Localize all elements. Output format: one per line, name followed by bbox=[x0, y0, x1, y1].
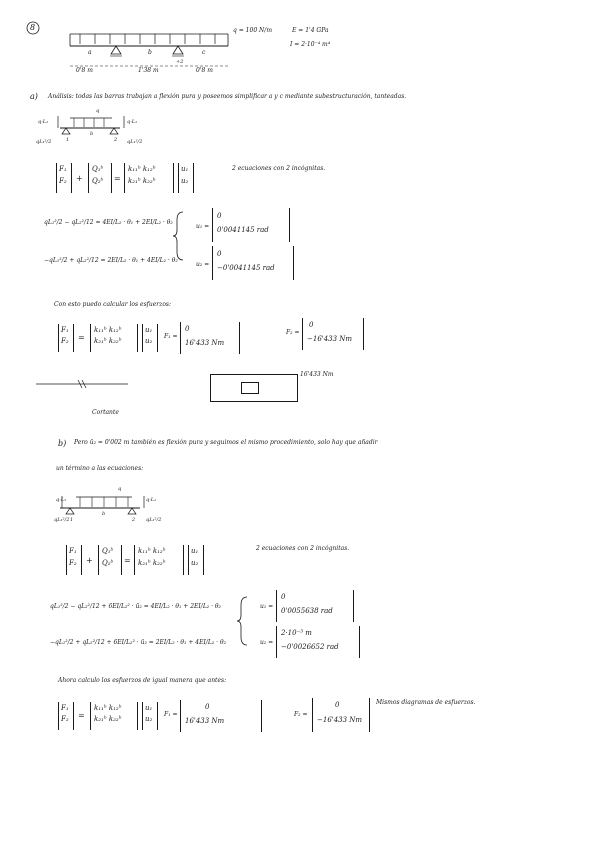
u1-a-2: 0'0041145 rad bbox=[217, 226, 269, 234]
u1-b-label: u₁ = bbox=[260, 603, 274, 610]
same-diagram-note: Mismos diagramas de esfuerzos. bbox=[376, 699, 476, 706]
sys-b2-lhs-2: F₂ bbox=[61, 715, 69, 723]
F1-a-label: F₁ = bbox=[164, 333, 178, 340]
sketch-a-moment-left: qL₁²/2 bbox=[36, 139, 52, 145]
sys-b2-k bbox=[90, 702, 138, 730]
F1-a-2: 16'433 Nm bbox=[185, 339, 225, 347]
sketch-b-moment-left: qL₁²/2 bbox=[54, 517, 70, 523]
sys-a2-k bbox=[90, 324, 138, 352]
sketch-b-b: b bbox=[102, 511, 106, 517]
cortante-label: Cortante bbox=[92, 409, 119, 416]
sys-a2-lhs bbox=[58, 324, 74, 352]
u1-a-label: u₁ = bbox=[196, 223, 210, 230]
sys-a2-u-1: u₁ bbox=[145, 326, 153, 334]
sys-a2-k-2: k₂₁ᵇ k₂₂ᵇ bbox=[94, 337, 122, 345]
u1-a-vector bbox=[212, 208, 290, 242]
F2-b-vector bbox=[312, 698, 370, 732]
sys-b2-lhs-1: F₁ bbox=[61, 704, 69, 712]
sys-a2-k-1: k₁₁ᵇ k₁₂ᵇ bbox=[94, 326, 122, 334]
sys-a-k-2: k₂₁ᵇ k₂₂ᵇ bbox=[128, 177, 156, 185]
F1-a-vector bbox=[180, 322, 240, 354]
sys-a2-u bbox=[142, 324, 158, 352]
sys-a-u bbox=[178, 163, 194, 193]
node-c: c bbox=[202, 49, 206, 56]
sys-b2-u-2: u₂ bbox=[145, 715, 153, 723]
problem-number: 8 bbox=[30, 23, 36, 32]
diagram-value: 16'433 Nm bbox=[300, 371, 334, 378]
u2-a-1: 0 bbox=[217, 250, 222, 258]
sys-b-lhs-2: F₂ bbox=[69, 559, 77, 567]
sketch-b-load-left: q·L₁ bbox=[56, 497, 67, 503]
plus-two: +2 bbox=[176, 59, 184, 65]
eq-b-2: −qL₁²/2 + qL₂²/12 + 6EI/L₂² · ū₂ = 2EI/L₂ · θ₁ + 4EI/L₂ · θ₂ bbox=[50, 639, 226, 646]
sketch-b-node2: 2 bbox=[132, 517, 136, 523]
moment-diagram-fill bbox=[241, 382, 259, 394]
u1-b-1: 0 bbox=[281, 593, 286, 601]
sys-a-lhs bbox=[56, 163, 72, 193]
span-1: 0'8 m bbox=[76, 67, 93, 74]
part-b-intro-2: un término a las ecuaciones: bbox=[56, 465, 144, 472]
sys-b2-u bbox=[142, 702, 158, 730]
span-3: 0'8 m bbox=[196, 67, 213, 74]
u2-a-2: −0'0041145 rad bbox=[217, 264, 275, 272]
F1-b-vector bbox=[180, 700, 262, 732]
sys-a-q bbox=[88, 163, 112, 193]
part-a-intro: Análisis: todas las barras trabajan a flexión pura y poseemos simplificar a y c mediante subestructuración, tanteadas. bbox=[48, 93, 407, 100]
sys-a2-u-2: u₂ bbox=[145, 337, 153, 345]
sys-b2-lhs bbox=[58, 702, 74, 730]
sys-b-q-1: Q₁ᵇ bbox=[102, 547, 114, 555]
eq-note-b: 2 ecuaciones con 2 incógnitas. bbox=[256, 545, 350, 552]
sketch-a-node1: 1 bbox=[66, 137, 70, 143]
sys-b-u bbox=[188, 545, 204, 575]
sys-b-k-1: k₁₁ᵇ k₁₂ᵇ bbox=[138, 547, 166, 555]
part-a-label: a) bbox=[30, 92, 38, 101]
u2-a-vector bbox=[212, 246, 294, 280]
sys-b-lhs bbox=[66, 545, 82, 575]
F1-b-label: F₁ = bbox=[164, 711, 178, 718]
F1-a-1: 0 bbox=[185, 325, 190, 333]
moment-diagram bbox=[210, 374, 298, 402]
sys-a2-lhs-2: F₂ bbox=[61, 337, 69, 345]
sketch-b-q: q bbox=[118, 486, 122, 492]
u2-a-label: u₂ = bbox=[196, 261, 210, 268]
sketch-b-moment-right: qL₁²/2 bbox=[146, 517, 162, 523]
sketch-a-node2: 2 bbox=[114, 137, 118, 143]
sys-b-k bbox=[134, 545, 184, 575]
eq-b-1: qL₁²/2 − qL₂²/12 + 6EI/L₂² · ū₂ = 4EI/L₂ · θ₁ + 2EI/L₂ · θ₂ bbox=[50, 603, 221, 610]
F2-a-2: −16'433 Nm bbox=[307, 335, 353, 343]
sketch-a-b: b bbox=[90, 131, 94, 137]
handwritten-page: 8 q = 100 N/m E = 1'4 GPa I = 2·10⁻⁴ m⁴ a b c 0'8 m 1'38 m +2 0'8 m a) Análisis: todas las barras trabajan a flexión pura y poseemos simplificar a y c mediante subestructuración, tanteadas. q·L₁ qL₁²/2 q·L₁ qL₁²/2 q 1 b 2 F₁ F₂ + Q₁ᵇ Q₂ᵇ = k₁₁ᵇ k₁₂ᵇ k₂₁ᵇ k₂₂ᵇ u₁ u₂ 2 ecuaciones con 2 incógnitas. qL₁²/2 − qL₂²/12 = 4EI/L₂ · θ₁ + 2EI/L₂ · θ₂ −qL₁²/2 + qL₂²/12 = 2EI/L₂ · θ₁ + 4EI/L₂ · θ₂ u₁ = 0 0'0041145 rad u₂ = 0 −0'0041145 rad Con esto puedo calcular los esfuerzos: F₁ F₂ = k₁₁ᵇ k₁₂ᵇ k₂₁ᵇ k₂₂ᵇ u₁ u₂ F₁ = 0 16'433 Nm F₂ = 0 −16'433 Nm 16'433 Nm Cortante b) Pero ū₂ = 0'002 m también es flexión pura y seguimos el mismo procedimiento, solo hay que añadir un término a las ecuaciones: q·L₁ qL₁²/2 q·L₁ qL₁²/2 q 1 b 2 F₁ F₂ + Q₁ᵇ Q₂ᵇ = k₁₁ᵇ k₁₂ᵇ k₂₁ᵇ k₂₂ᵇ u₁ u₂ 2 ecuaciones con 2 incógnitas. qL₁²/2 − qL₂²/12 + 6EI/L₂² · ū₂ = 4EI/L₂ · θ₁ + 2EI/L₂ · θ₂ −qL₁²/2 + qL₂²/12 + 6EI/L₂² · ū₂ = 2EI/L₂ · θ₁ + 4EI/L₂ · θ₂ u₁ = 0 0'0055638 rad u₂ = 2·10⁻³ m −0'0026652 rad Ahora calculo los esfuerzos de igual manera que antes: F₁ F₂ = k₁₁ᵇ k₁₂ᵇ k₂₁ᵇ k₂₂ᵇ u₁ u₂ F₁ = 0 16'433 Nm F₂ = 0 −16'433 Nm Mismos diagramas de esfuerzos. bbox=[0, 0, 600, 848]
E-value: E = 1'4 GPa bbox=[292, 27, 329, 34]
sketch-a-moment-right: qL₁²/2 bbox=[127, 139, 143, 145]
sys-a-k bbox=[124, 163, 174, 193]
F2-b-2: −16'433 Nm bbox=[317, 716, 363, 724]
eq-a-2: −qL₁²/2 + qL₂²/12 = 2EI/L₂ · θ₁ + 4EI/L₂ · θ₂ bbox=[44, 257, 178, 264]
node-a: a bbox=[88, 49, 92, 56]
F1-b-1: 0 bbox=[205, 703, 210, 711]
F2-a-label: F₂ = bbox=[286, 329, 300, 336]
part-b-label: b) bbox=[58, 439, 67, 448]
u2-b-vector bbox=[276, 626, 360, 658]
sys-b-u-1: u₁ bbox=[191, 547, 199, 555]
I-value: I = 2·10⁻⁴ m⁴ bbox=[290, 41, 331, 48]
u2-b-label: u₂ = bbox=[260, 639, 274, 646]
sys-b2-u-1: u₁ bbox=[145, 704, 153, 712]
sketch-b-node1: 1 bbox=[70, 517, 74, 523]
sys-a-u-1: u₁ bbox=[181, 165, 189, 173]
u2-b-1: 2·10⁻³ m bbox=[281, 629, 312, 637]
sketch-a-load-left: q·L₁ bbox=[38, 119, 49, 125]
sketch-a-q: q bbox=[96, 108, 100, 114]
sys-b-q bbox=[98, 545, 122, 575]
u2-b-2: −0'0026652 rad bbox=[281, 643, 339, 651]
F2-a-1: 0 bbox=[309, 321, 314, 329]
F2-b-1: 0 bbox=[335, 701, 340, 709]
F2-b-label: F₂ = bbox=[294, 711, 308, 718]
sketch-b-load-right: q·L₁ bbox=[146, 497, 157, 503]
node-b: b bbox=[148, 49, 152, 56]
eq-a-1: qL₁²/2 − qL₂²/12 = 4EI/L₂ · θ₁ + 2EI/L₂ · θ₂ bbox=[44, 219, 173, 226]
sys-b2-k-2: k₂₁ᵇ k₂₂ᵇ bbox=[94, 715, 122, 723]
q-value: q = 100 N/m bbox=[233, 27, 273, 34]
part-b-intro-1: Pero ū₂ = 0'002 m también es flexión pura y seguimos el mismo procedimiento, solo hay que añadir bbox=[74, 439, 378, 446]
F1-b-2: 16'433 Nm bbox=[185, 717, 225, 725]
eq-note-a: 2 ecuaciones con 2 incógnitas. bbox=[232, 165, 326, 172]
u1-a-1: 0 bbox=[217, 212, 222, 220]
sys-a-q-2: Q₂ᵇ bbox=[92, 177, 104, 185]
sys-b2-k-1: k₁₁ᵇ k₁₂ᵇ bbox=[94, 704, 122, 712]
sys-a-lhs-2: F₂ bbox=[59, 177, 67, 185]
sys-b-lhs-1: F₁ bbox=[69, 547, 77, 555]
sys-a-u-2: u₂ bbox=[181, 177, 189, 185]
sys-a-k-1: k₁₁ᵇ k₁₂ᵇ bbox=[128, 165, 156, 173]
u1-b-vector bbox=[276, 590, 354, 622]
forces-intro-b: Ahora calculo los esfuerzos de igual manera que antes: bbox=[58, 677, 227, 684]
span-2: 1'38 m bbox=[138, 67, 159, 74]
sys-b-q-2: Q₂ᵇ bbox=[102, 559, 114, 567]
sys-b-k-2: k₂₁ᵇ k₂₂ᵇ bbox=[138, 559, 166, 567]
F2-a-vector bbox=[302, 318, 364, 350]
sys-a-q-1: Q₁ᵇ bbox=[92, 165, 104, 173]
sys-a2-lhs-1: F₁ bbox=[61, 326, 69, 334]
sketch-a-load-right: q·L₁ bbox=[127, 119, 138, 125]
u1-b-2: 0'0055638 rad bbox=[281, 607, 333, 615]
sys-b-u-2: u₂ bbox=[191, 559, 199, 567]
forces-intro-a: Con esto puedo calcular los esfuerzos: bbox=[54, 301, 172, 308]
sys-a-lhs-1: F₁ bbox=[59, 165, 67, 173]
